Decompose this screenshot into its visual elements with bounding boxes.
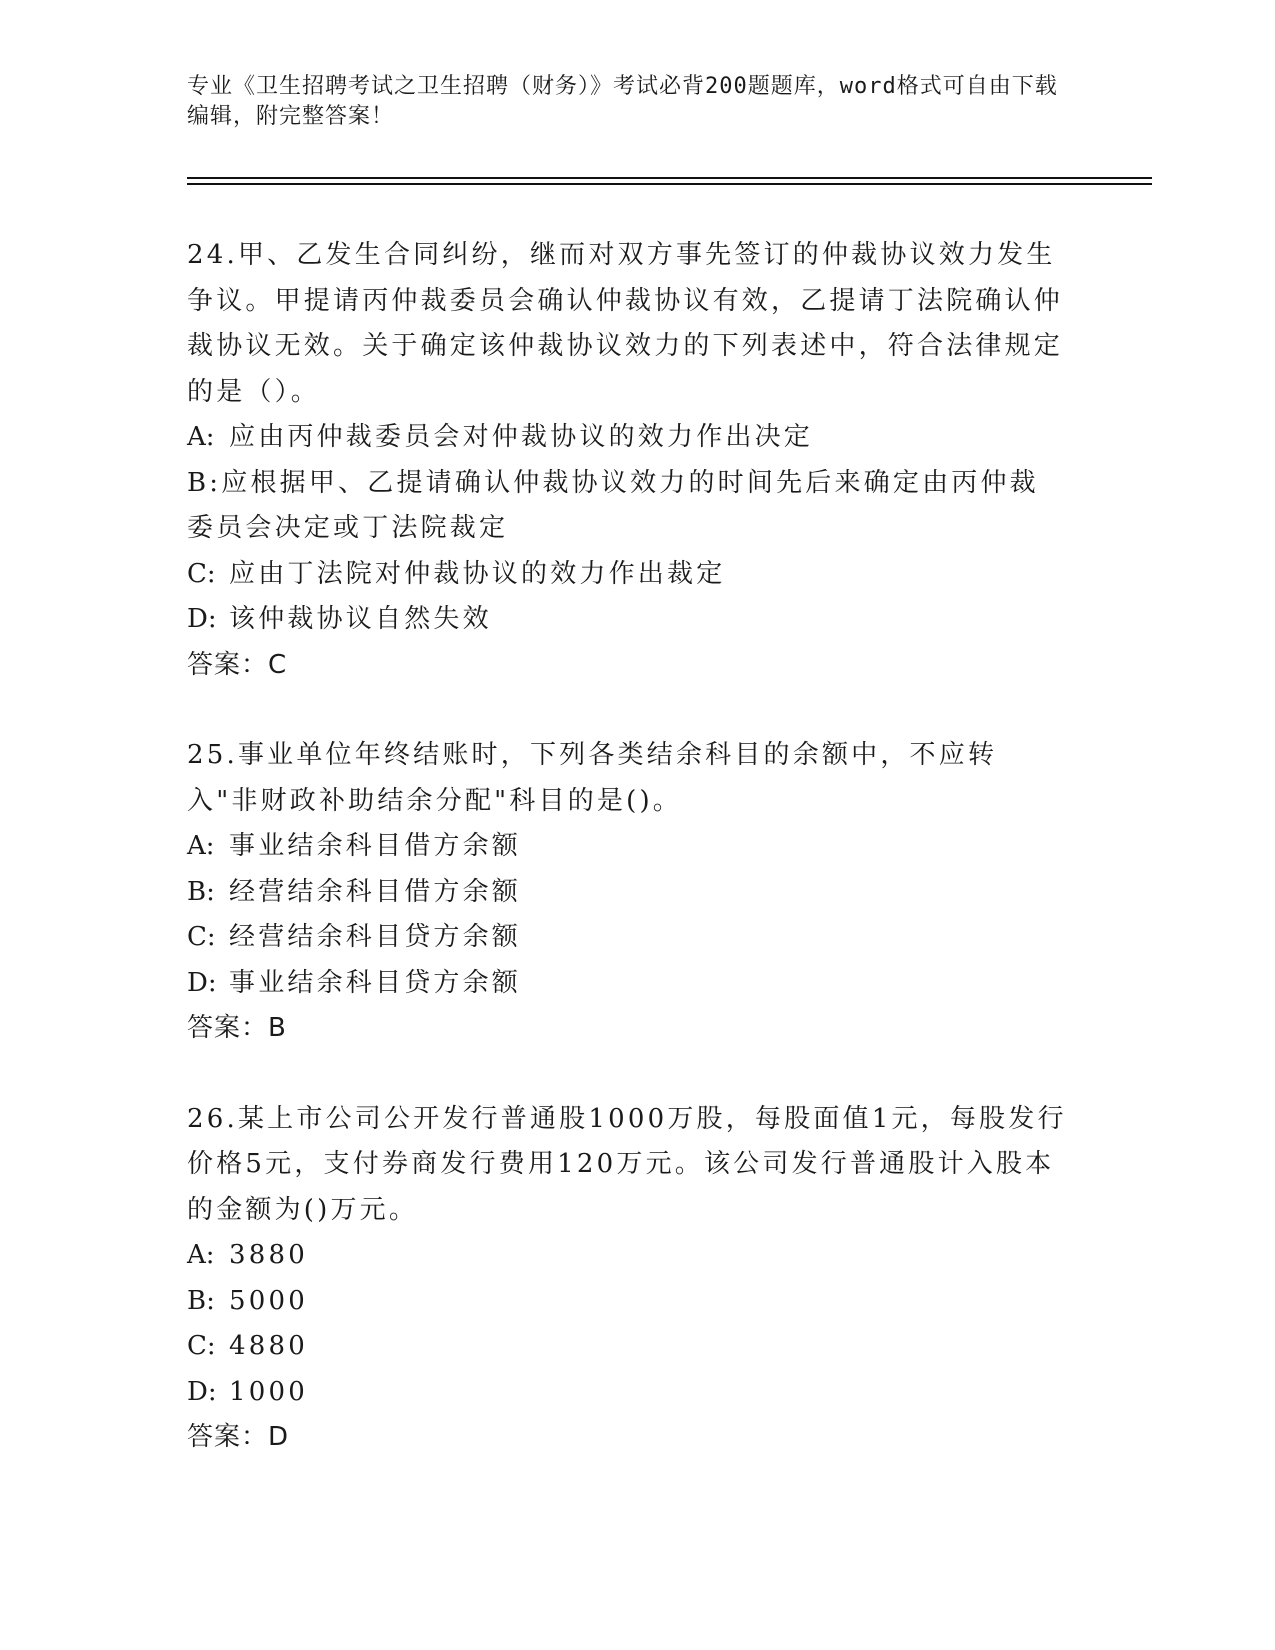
option-key: B:: [187, 1285, 215, 1316]
option-text: 应根据甲、乙提请确认仲裁协议效力的时间先后来确定由丙仲裁委员会决定或丁法院裁定: [187, 467, 1039, 543]
option-key: C:: [187, 1331, 216, 1361]
answer-label: 答案：B: [187, 1013, 287, 1043]
option-a: [187, 415, 1067, 461]
answer-label: 答案：C: [187, 649, 288, 680]
question-24: [187, 233, 1067, 688]
option-text: 经营结余科目借方余额: [229, 876, 522, 907]
option-a: [187, 824, 1067, 870]
option-key: D:: [187, 967, 217, 998]
option-key: C:: [187, 922, 216, 952]
header-divider-top: [187, 177, 1152, 179]
option-c: [187, 915, 1067, 961]
option-text: 应由丙仲裁委员会对仲裁协议的效力作出决定: [229, 422, 814, 452]
option-text: 事业结余科目贷方余额: [229, 967, 522, 998]
option-b: [187, 461, 1067, 552]
option-c: [187, 552, 1067, 598]
option-text: 4880: [229, 1331, 308, 1361]
option-text: 3880: [229, 1240, 308, 1270]
option-key: A:: [187, 1240, 215, 1270]
option-text: 5000: [229, 1285, 308, 1316]
option-key: D:: [187, 604, 217, 634]
option-c: [187, 1324, 1067, 1370]
option-b: [187, 1279, 1067, 1325]
option-text: 1000: [229, 1376, 308, 1407]
option-key: C:: [187, 558, 216, 589]
question-list: [187, 233, 1067, 1506]
answer-label: 答案：D: [187, 1422, 290, 1452]
option-key: A:: [187, 422, 215, 452]
option-d: [187, 597, 1067, 643]
header-divider-bottom: [187, 183, 1152, 185]
option-text: 该仲裁协议自然失效: [229, 604, 492, 634]
question-26: [187, 1097, 1067, 1461]
question-stem: 25.事业单位年终结账时，下列各类结余科目的余额中，不应转入"非财政补助结余分配"科目的是()。: [187, 740, 998, 816]
option-key: B:: [187, 876, 215, 907]
option-d: [187, 961, 1067, 1007]
question-stem: 26.某上市公司公开发行普通股1000万股，每股面值1元，每股发行价格5元，支付券商发行费用120万元。该公司发行普通股计入股本的金额为()万元。: [187, 1103, 1067, 1225]
question-stem: 24.甲、乙发生合同纠纷，继而对双方事先签订的仲裁协议效力发生争议。甲提请丙仲裁委员会确认仲裁协议有效，乙提请丁法院确认仲裁协议无效。关于确定该仲裁协议效力的下列表述中，符合法律规定的是（）。: [187, 240, 1064, 407]
option-text: 经营结余科目贷方余额: [229, 922, 522, 952]
question-25: [187, 733, 1067, 1052]
option-key: B:: [187, 467, 222, 498]
document-header: 专业《卫生招聘考试之卫生招聘（财务）》考试必背200题题库，word格式可自由下载编辑，附完整答案！: [187, 74, 1058, 129]
option-key: D:: [187, 1376, 217, 1407]
option-text: 事业结余科目借方余额: [229, 831, 522, 861]
option-a: [187, 1233, 1067, 1279]
option-d: [187, 1370, 1067, 1416]
option-text: 应由丁法院对仲裁协议的效力作出裁定: [229, 558, 726, 589]
option-b: [187, 870, 1067, 916]
option-key: A:: [187, 831, 215, 861]
